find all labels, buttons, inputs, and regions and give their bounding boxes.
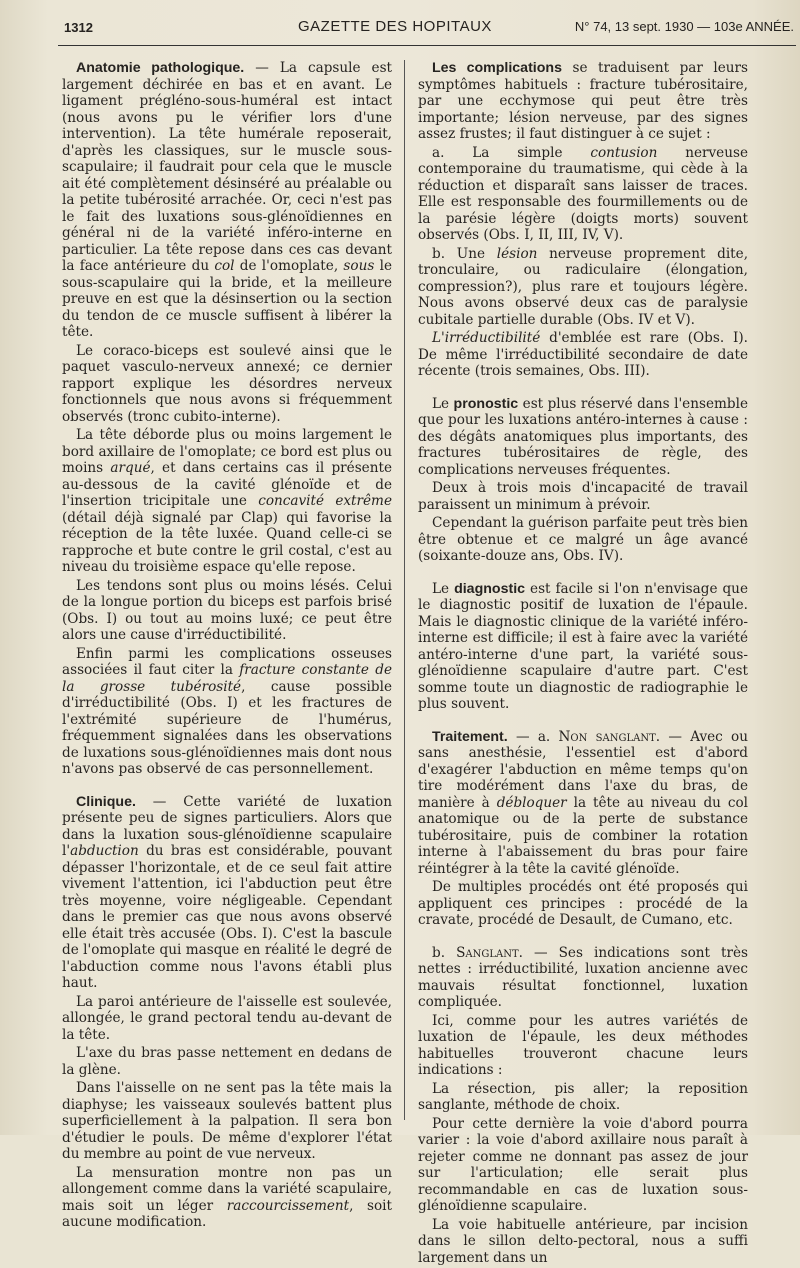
paragraph: Cependant la guérison parfaite peut très bien être obtenue et ce malgré un âge avancé (soixante-douze ans, Obs. IV). [418, 515, 748, 564]
journal-title: GAZETTE DES HOPITAUX [298, 18, 492, 35]
section-heading-clinique: Clinique. [76, 793, 136, 810]
paragraph: La paroi antérieure de l'aisselle est soulevée, allongée, le grand pectoral tendu au-devant de la tête. [62, 993, 392, 1043]
paragraph: Le coraco-biceps est soulevé ainsi que le paquet vasculo-nerveux annexé; ce dernier rapport explique les désordres nerveux fonctionnels que nous avons si fréquemment observés (tronc cubito-interne). [62, 342, 392, 425]
paragraph: Dans l'aisselle on ne sent pas la tête mais la diaphyse; les vaisseaux soulevés battent plus superficiellement à la palpation. Il sera bon d'étudier le pouls. De même d'explorer l'état du membre au point de vue nerveux. [62, 1080, 392, 1162]
right-column [418, 60, 748, 1268]
paragraph: L'axe du bras passe nettement en dedans de la glène. [62, 1045, 392, 1078]
left-column [62, 60, 392, 1233]
section-heading-diagnostic: diagnostic [454, 580, 526, 597]
paragraph: L'irréductibilité d'emblée est rare (Obs. I). De même l'irréductibilité secondaire de date récente (trois semaines, Obs. III). [418, 330, 748, 379]
page-number: 1312 [64, 20, 93, 35]
paragraph: Enfin parmi les complications osseuses associées il faut citer la fracture constante de la grosse tubérosité, cause possible d'irréductibilité (Obs. I) et les fractures de l'extrémité supérieure de l'humérus, fréquemment signalées dans les observations de luxations sous-glénoïdiennes mais dont nous n'avons pas observé de cas personnellement. [62, 645, 392, 777]
paragraph: Pour cette dernière la voie d'abord pourra varier : la voie d'abord axillaire nous paraît à rejeter comme ne donnant pas assez de jour sur l'articulation; elle serait plus recommandable en cas de luxation sous-glénoïdienne scapulaire. [418, 1115, 748, 1214]
paragraph: Anatomie pathologique. — La capsule est largement déchirée en bas et en avant. Le ligament prégléno-sous-huméral est intact (nous avons pu le vérifier lors d'une intervention). La tête humérale reposerait, d'après les classiques, sur le muscle sous-scapulaire; il faudrait pour cela que le muscle ait été complètement désinséré au préalable ou la petite tubérosité arrachée. Or, ceci n'est pas le fait des luxations sous-glénoïdiennes en général ni de la variété inféro-interne en particulier. La tête repose dans ces cas devant la face antérieure du col de l'omoplate, sous le sous-scapulaire qui la bride, et la meilleure preuve en est que la désinsertion ou la section du tendon de ce muscle suffisent à libérer la tête. [62, 60, 393, 340]
paragraph: La résection, pis aller; la reposition sanglante, méthode de choix. [418, 1080, 748, 1113]
paragraph: La tête déborde plus ou moins largement le bord axillaire de l'omoplate; ce bord est plus ou moins arqué, et dans certains cas il présente au-dessous de la cavité glénoïde et de l'insertion tricipitale une concavité extrême (détail déjà signalé par Clap) qui favorise la réception de la tête luxée. Quand celle-ci se rapproche et bute contre le gril costal, c'est au niveau du troisième espace qu'elle repose. [62, 427, 392, 575]
paragraph: La voie habituelle antérieure, par incision dans le sillon delto-pectoral, nous a suffi largement dans un [418, 1216, 748, 1266]
section-heading-traitement: Traitement. [432, 728, 508, 745]
header-rule [58, 45, 796, 46]
paragraph: De multiples procédés ont été proposés qui appliquent ces principes : procédé de la cravate, procédé de Desault, de Cumano, etc. [418, 879, 748, 928]
column-divider [404, 60, 405, 1120]
paragraph: Le pronostic est plus réservé dans l'ensemble que pour les luxations antéro-internes à cause : des dégâts anatomiques plus importants, des fractures tubérositaires de règle, des complications nerveuses fréquentes. [418, 395, 748, 478]
section-heading-anatomy: Anatomie pathologique. [76, 60, 245, 76]
paragraph: a. La simple contusion nerveuse contemporaine du traumatisme, qui cède à la réduction et disparaît sans laisser de traces. Elle est responsable des fourmillements ou de la parésie légère (doigts morts) souvent observés (Obs. I, II, III, IV, V). [418, 144, 748, 243]
paragraph: La mensuration montre non pas un allongement comme dans la variété scapulaire, mais soit un léger raccourcissement, soit aucune modification. [62, 1164, 392, 1230]
paragraph: Les complications se traduisent par leurs symptômes habituels : fracture tubérositaire, par une ecchymose qui peut être très importante; lésion nerveuse, par des signes assez frustes; il faut distinguer à ce sujet : [418, 60, 749, 142]
paragraph: Traitement. — a. Non sanglant. — Avec ou sans anesthésie, l'essentiel est d'abord d'exagérer l'abduction en même temps qu'on tire modérément dans l'axe du bras, de manière à débloquer la tête au niveau du col anatomique ou de la perte de substance tubérositaire, puis de combiner la rotation interne à l'abaissement du bras pour faire réintégrer à la tête la cavité glénoïde. [418, 728, 749, 877]
section-heading-complications: Les complications [432, 60, 562, 76]
paragraph: Le diagnostic est facile si l'on n'envisage que le diagnostic positif de luxation de l'épaule. Mais le diagnostic clinique de la variété inféro-interne est difficile; il est à faire avec la variété antéro-interne d'une part, la variété sous-glénoïdienne scapulaire d'autre part. C'est somme toute un diagnostic de radiographie le plus souvent. [418, 580, 748, 712]
paragraph: b. Une lésion nerveuse proprement dite, tronculaire, ou radiculaire (élongation, compression?), plus rare et toujours légère. Nous avons observé deux cas de paralysie cubitale partielle durable (Obs. IV et V). [418, 245, 749, 328]
paragraph: Clinique. — Cette variété de luxation présente peu de signes particuliers. Alors que dans la luxation sous-glénoïdienne scapulaire l'abduction du bras est considérable, pouvant dépasser l'horizontale, et de ce seul fait attire vivement l'attention, ici l'abduction peut être très moyenne, voire négligeable. Cependant dans le premier cas que nous avons observé elle était très accusée (Obs. I). C'est la bascule de l'omoplate qui masque en réalité le degré de l'abduction comme nous l'avons établi plus haut. [62, 793, 392, 991]
paragraph: Deux à trois mois d'incapacité de travail paraissent un minimum à prévoir. [418, 480, 748, 513]
issue-info: N° 74, 13 sept. 1930 — 103e ANNÉE. [574, 19, 794, 34]
paragraph: Les tendons sont plus ou moins lésés. Celui de la longue portion du biceps est parfois brisé (Obs. I) ou tout au moins luxé; ce peut être alors une cause d'irréductibilité. [62, 577, 392, 643]
page-header [64, 16, 794, 38]
paragraph: Ici, comme pour les autres variétés de luxation de l'épaule, les deux méthodes habituelles trouveront chacune leurs indications : [418, 1012, 748, 1078]
paragraph: b. Sanglant. — Ses indications sont très nettes : irréductibilité, luxation ancienne avec mauvais résultat fonctionnel, luxation compliquée. [418, 944, 748, 1010]
section-heading-pronostic: pronostic [453, 395, 519, 412]
